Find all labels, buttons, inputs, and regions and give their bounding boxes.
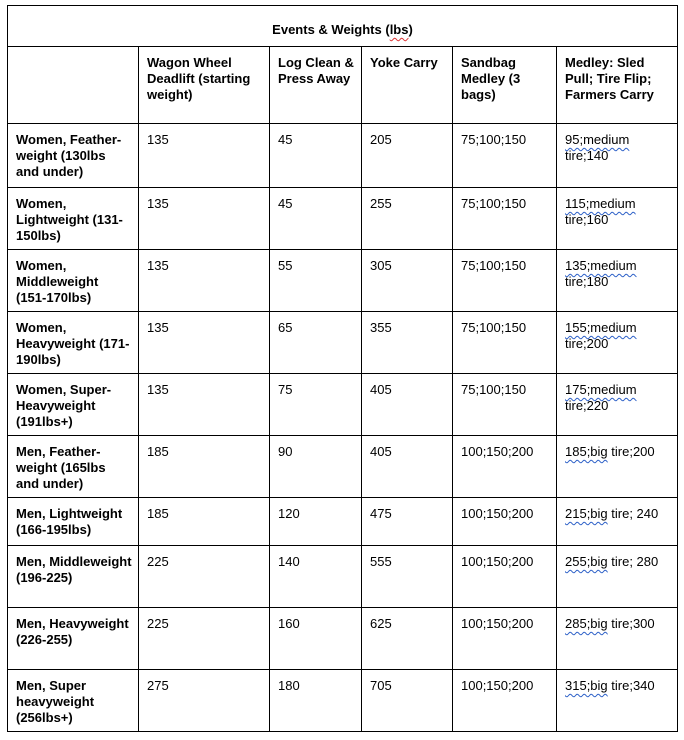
deadlift-value: 135: [139, 374, 270, 436]
yoke-value: 625: [362, 608, 453, 670]
table-title: Events & Weights (lbs): [272, 22, 413, 37]
medley-value: [557, 436, 678, 498]
medley-value: [557, 250, 678, 312]
yoke-value: 405: [362, 374, 453, 436]
yoke-value: 355: [362, 312, 453, 374]
document-page: [7, 5, 678, 732]
medley-value: [557, 188, 678, 250]
medley-suffix: tire;160: [565, 212, 609, 227]
division-label: Women, Middleweight (151-170lbs): [8, 250, 139, 312]
header-row: [8, 47, 678, 124]
log-press-value: 140: [270, 546, 362, 608]
medley-suffix: tire;220: [565, 398, 609, 413]
deadlift-value: 185: [139, 436, 270, 498]
medley-suffix: tire;200: [565, 336, 609, 351]
yoke-value: 405: [362, 436, 453, 498]
medley-value: [557, 312, 678, 374]
yoke-value: 255: [362, 188, 453, 250]
events-weights-table: [7, 5, 678, 732]
table-row: [8, 188, 678, 250]
sandbag-value: 75;100;150: [453, 124, 557, 188]
sandbag-value: 100;150;200: [453, 670, 557, 732]
table-row: [8, 374, 678, 436]
header-yoke: Yoke Carry: [362, 47, 453, 124]
deadlift-value: 225: [139, 546, 270, 608]
yoke-value: 555: [362, 546, 453, 608]
table-title-cell: [8, 6, 678, 47]
grammar-flagged-text: 95;medium: [565, 132, 630, 147]
division-label: Men, Super heavyweight (256lbs+): [8, 670, 139, 732]
medley-suffix: tire; 280: [607, 554, 659, 569]
deadlift-value: 135: [139, 250, 270, 312]
table-row: [8, 608, 678, 670]
medley-value: [557, 546, 678, 608]
log-press-value: 120: [270, 498, 362, 546]
sandbag-value: 75;100;150: [453, 374, 557, 436]
table-row: [8, 312, 678, 374]
spellcheck-word: lbs: [389, 22, 409, 37]
deadlift-value: 275: [139, 670, 270, 732]
deadlift-value: 225: [139, 608, 270, 670]
grammar-flagged-text: 215;big: [565, 506, 608, 521]
division-label: Women, Heavyweight (171-190lbs): [8, 312, 139, 374]
log-press-value: 45: [270, 188, 362, 250]
log-press-value: 65: [270, 312, 362, 374]
log-press-value: 160: [270, 608, 362, 670]
deadlift-value: 135: [139, 312, 270, 374]
medley-value: [557, 608, 678, 670]
division-label: Men, Lightweight (166-195lbs): [8, 498, 139, 546]
medley-suffix: tire;340: [607, 678, 655, 693]
grammar-flagged-text: 285;big: [565, 616, 608, 631]
log-press-value: 45: [270, 124, 362, 188]
medley-suffix: tire;180: [565, 274, 609, 289]
grammar-flagged-text: 315;big: [565, 678, 608, 693]
yoke-value: 705: [362, 670, 453, 732]
log-press-value: 55: [270, 250, 362, 312]
grammar-flagged-text: 155;medium: [565, 320, 637, 335]
table-row: [8, 670, 678, 732]
medley-value: [557, 374, 678, 436]
header-corner: [8, 47, 139, 124]
division-label: Women, Super-Heavyweight (191lbs+): [8, 374, 139, 436]
header-deadlift: Wagon Wheel Deadlift (starting weight): [139, 47, 270, 124]
deadlift-value: 185: [139, 498, 270, 546]
grammar-flagged-text: 135;medium: [565, 258, 637, 273]
yoke-value: 475: [362, 498, 453, 546]
deadlift-value: 135: [139, 124, 270, 188]
division-label: Men, Middleweight (196-225): [8, 546, 139, 608]
yoke-value: 305: [362, 250, 453, 312]
log-press-value: 90: [270, 436, 362, 498]
sandbag-value: 75;100;150: [453, 250, 557, 312]
grammar-flagged-text: 115;medium: [565, 196, 636, 211]
log-press-value: 75: [270, 374, 362, 436]
division-label: Women, Feather-weight (130lbs and under): [8, 124, 139, 188]
grammar-flagged-text: 255;big: [565, 554, 608, 569]
medley-value: [557, 670, 678, 732]
division-label: Women, Lightweight (131-150lbs): [8, 188, 139, 250]
header-log-press: Log Clean & Press Away: [270, 47, 362, 124]
table-row: [8, 498, 678, 546]
medley-suffix: tire;300: [607, 616, 655, 631]
sandbag-value: 100;150;200: [453, 498, 557, 546]
yoke-value: 205: [362, 124, 453, 188]
medley-value: [557, 498, 678, 546]
sandbag-value: 75;100;150: [453, 312, 557, 374]
medley-suffix: tire;200: [607, 444, 655, 459]
sandbag-value: 100;150;200: [453, 546, 557, 608]
log-press-value: 180: [270, 670, 362, 732]
header-medley: Medley: Sled Pull; Tire Flip; Farmers Carry: [557, 47, 678, 124]
table-row: [8, 436, 678, 498]
medley-suffix: tire;140: [565, 148, 609, 163]
deadlift-value: 135: [139, 188, 270, 250]
division-label: Men, Feather-weight (165lbs and under): [8, 436, 139, 498]
header-sandbag: Sandbag Medley (3 bags): [453, 47, 557, 124]
grammar-flagged-text: 175;medium: [565, 382, 637, 397]
grammar-flagged-text: 185;big: [565, 444, 608, 459]
sandbag-value: 75;100;150: [453, 188, 557, 250]
table-row: [8, 124, 678, 188]
sandbag-value: 100;150;200: [453, 608, 557, 670]
medley-value: [557, 124, 678, 188]
division-label: Men, Heavyweight (226-255): [8, 608, 139, 670]
table-row: [8, 546, 678, 608]
table-row: [8, 250, 678, 312]
sandbag-value: 100;150;200: [453, 436, 557, 498]
medley-suffix: tire; 240: [607, 506, 659, 521]
